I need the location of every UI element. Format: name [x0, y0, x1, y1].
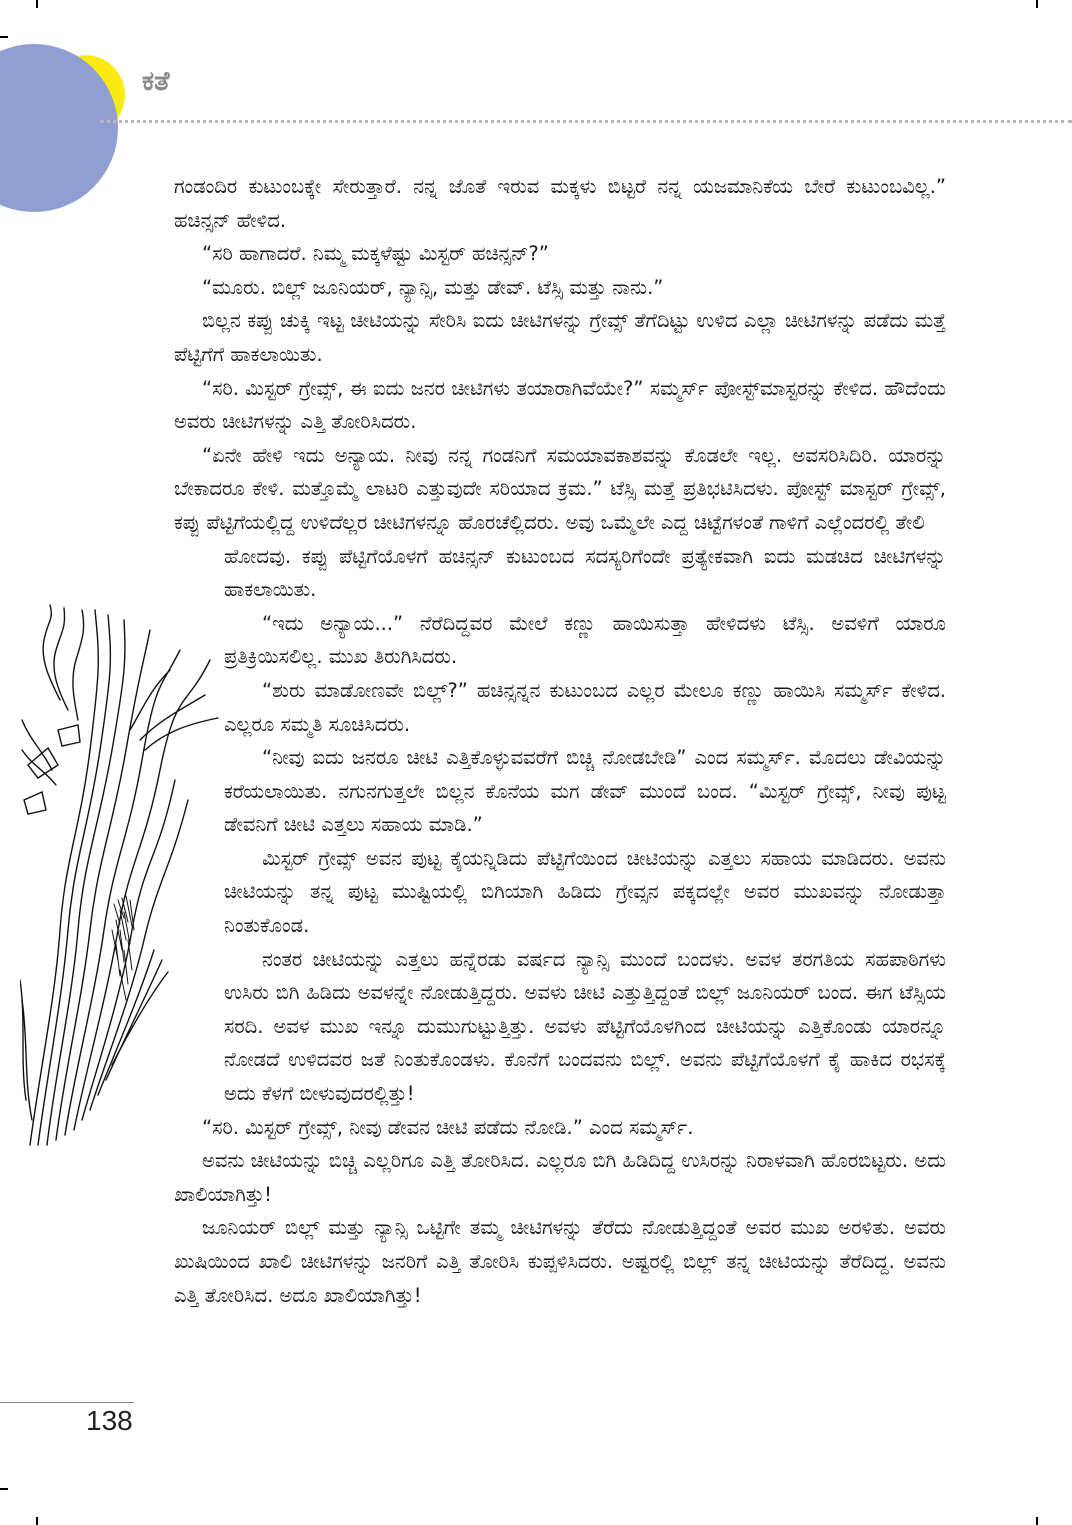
story-text: [0, 170, 1072, 1312]
paragraph: “ಏನೇ ಹೇಳಿ ಇದು ಅನ್ಯಾಯ. ನೀವು ನನ್ನ ಗಂಡನಿಗೆ ಸಮಯಾವಕಾಶವನ್ನು ಕೊಡಲೇ ಇಲ್ಲ. ಅವಸರಿಸಿದಿರಿ. ಯಾರನ್ನು ಬೇಕಾದರೂ ಕೇಳಿ. ಮತ್ತೊಮ್ಮೆ ಲಾಟರಿ ಎತ್ತುವುದೇ ಸರಿಯಾದ ಕ್ರಮ.” ಟೆಸ್ಸಿ ಮತ್ತೆ ಪ್ರತಿಭಟಿಸಿದಳು. ಪೋಸ್ಟ್ ಮಾಸ್ಟರ್ ಗ್ರೇವ್ಸ್, ಕಪ್ಪು ಪೆಟ್ಟಿಗೆಯಲ್ಲಿದ್ದ ಉಳಿದೆಲ್ಲರ ಚೀಟಿಗಳನ್ನೂ ಹೊರಚೆಲ್ಲಿದರು. ಅವು ಒಮ್ಮೆಲೇ ಎದ್ದ ಚಿಟ್ಟೆಗಳಂತೆ ಗಾಳಿಗೆ ಎಲ್ಲೆಂದರಲ್ಲಿ ತೇಲಿ: [174, 443, 946, 534]
page-number-rule: [0, 1402, 134, 1403]
crop-mark: [36, 0, 38, 8]
paragraph: “ಸರಿ. ಮಿಸ್ಟರ್ ಗ್ರೇವ್ಸ್, ನೀವು ಡೇವನ ಚೀಟಿ ಪಡೆದು ನೋಡಿ.” ಎಂದ ಸಮ್ಮರ್ಸ್.: [202, 1115, 694, 1139]
paragraph: ಹೋದವು. ಕಪ್ಪು ಪೆಟ್ಟಿಗೆಯೊಳಗೆ ಹಚಿನ್ಸನ್ ಕುಟುಂಬದ ಸದಸ್ಯರಿಗೆಂದೇ ಪ್ರತ್ಯೇಕವಾಗಿ ಐದು ಮಡಚಿದ ಚೀಟಿಗಳನ್ನು ಹಾಕಲಾಯಿತು.: [224, 544, 946, 602]
crop-mark: [1036, 1517, 1038, 1525]
page-number: 138: [86, 1405, 133, 1436]
paragraph: ಬಿಲ್ಲನ ಕಪ್ಪು ಚುಕ್ಕಿ ಇಟ್ಟ ಚೀಟಿಯನ್ನು ಸೇರಿಸಿ ಐದು ಚೀಟಿಗಳನ್ನು ಗ್ರೇವ್ಸ್ ತೆಗೆದಿಟ್ಟು ಉಳಿದ ಎಲ್ಲಾ ಚೀಟಿಗಳನ್ನು ಪಡೆದು ಮತ್ತೆ ಪೆಟ್ಟಿಗೆಗೆ ಹಾಕಲಾಯಿತು.: [174, 309, 946, 366]
paragraph: “ಸರಿ ಹಾಗಾದರೆ. ನಿಮ್ಮ ಮಕ್ಕಳೆಷ್ಟು ಮಿಸ್ಟರ್ ಹಚಿನ್ಸನ್?”: [202, 242, 549, 266]
paragraph: “ಮೂರು. ಬಿಲ್ಲ್ ಜೂನಿಯರ್, ನ್ಯಾನ್ಸಿ, ಮತ್ತು ಡೇವ್. ಟೆಸ್ಸಿ ಮತ್ತು ನಾನು.”: [202, 275, 664, 299]
paragraph: ಗಂಡಂದಿರ ಕುಟುಂಬಕ್ಕೇ ಸೇರುತ್ತಾರೆ. ನನ್ನ ಜೊತೆ ಇರುವ ಮಕ್ಕಳು ಬಿಟ್ಟರೆ ನನ್ನ ಯಜಮಾನಿಕೆಯ ಬೇರೆ ಕುಟುಂಬವಿಲ್ಲ.” ಹಚಿನ್ಸನ್ ಹೇಳಿದ.: [174, 175, 946, 232]
crop-mark: [0, 36, 8, 38]
crop-mark: [1036, 0, 1038, 8]
chapter-label: ಕತೆ: [142, 66, 170, 97]
header-dotted-rule: [100, 120, 1072, 123]
paragraph: “ಶುರು ಮಾಡೋಣವೇ ಬಿಲ್ಲ್?” ಹಚಿನ್ಸನ್ನನ ಕುಟುಂಬದ ಎಲ್ಲರ ಮೇಲೂ ಕಣ್ಣು ಹಾಯಿಸಿ ಸಮ್ಮರ್ಸ್ ಕೇಳಿದ. ಎಲ್ಲರೂ ಸಮ್ಮತಿ ಸೂಚಿಸಿದರು.: [224, 678, 946, 736]
crop-mark: [0, 1488, 8, 1490]
paragraph: ಮಿಸ್ಟರ್ ಗ್ರೇವ್ಸ್ ಅವನ ಪುಟ್ಟ ಕೈಯನ್ನಿಡಿದು ಪೆಟ್ಟಿಗೆಯಿಂದ ಚೀಟಿಯನ್ನು ಎತ್ತಲು ಸಹಾಯ ಮಾಡಿದರು. ಅವನು ಚೀಟಿಯನ್ನು ತನ್ನ ಪುಟ್ಟ ಮುಷ್ಟಿಯಲ್ಲಿ ಬಿಗಿಯಾಗಿ ಹಿಡಿದು ಗ್ರೇವ್ಸನ ಪಕ್ಕದಲ್ಲೇ ಅವರ ಮುಖವನ್ನು ನೋಡುತ್ತಾ ನಿಂತುಕೊಂಡ.: [224, 846, 946, 938]
paragraph: ಅವನು ಚೀಟಿಯನ್ನು ಬಿಚ್ಚಿ ಎಲ್ಲರಿಗೂ ಎತ್ತಿ ತೋರಿಸಿದ. ಎಲ್ಲರೂ ಬಿಗಿ ಹಿಡಿದಿದ್ದ ಉಸಿರನ್ನು ನಿರಾಳವಾಗಿ ಹೊರಬಿಟ್ಟರು. ಅದು ಖಾಲಿಯಾಗಿತ್ತು!: [174, 1149, 946, 1206]
paragraph: ನಂತರ ಚೀಟಿಯನ್ನು ಎತ್ತಲು ಹನ್ನೆರಡು ವರ್ಷದ ನ್ಯಾನ್ಸಿ ಮುಂದೆ ಬಂದಳು. ಅವಳ ತರಗತಿಯ ಸಹಪಾಠಿಗಳು ಉಸಿರು ಬಿಗಿ ಹಿಡಿದು ಅವಳನ್ನೇ ನೋಡುತ್ತಿದ್ದರು. ಅವಳು ಚೀಟಿ ಎತ್ತುತ್ತಿದ್ದಂತೆ ಬಿಲ್ಲ್ ಜೂನಿಯರ್ ಬಂದ. ಈಗ ಟೆಸ್ಸಿಯ ಸರದಿ. ಅವಳ ಮುಖ ಇನ್ನೂ ದುಮುಗುಟ್ಟುತ್ತಿತ್ತು. ಅವಳು ಪೆಟ್ಟಿಗೆಯೊಳಗಿಂದ ಚೀಟಿಯನ್ನು ಎತ್ತಿಕೊಂಡು ಯಾರನ್ನೂ ನೋಡದೆ ಉಳಿದವರ ಜತೆ ನಿಂತುಕೊಂಡಳು. ಕೊನೆಗೆ ಬಂದವನು ಬಿಲ್ಲ್. ಅವನು ಪೆಟ್ಟಿಗೆಯೊಳಗೆ ಕೈ ಹಾಕಿದ ರಭಸಕ್ಕೆ ಅದು ಕೆಳಗೆ ಬೀಳುವುದರಲ್ಲಿತ್ತು!: [224, 947, 946, 1106]
paragraph: “ಸರಿ. ಮಿಸ್ಟರ್ ಗ್ರೇವ್ಸ್, ಈ ಐದು ಜನರ ಚೀಟಿಗಳು ತಯಾರಾಗಿವೆಯೇ?” ಸಮ್ಮರ್ಸ್ ಪೋಸ್ಟ್‌ಮಾಸ್ಟರನ್ನು ಕೇಳಿದ. ಹೌದೆಂದು ಅವರು ಚೀಟಿಗಳನ್ನು ಎತ್ತಿ ತೋರಿಸಿದರು.: [174, 376, 946, 434]
paragraph: “ನೀವು ಐದು ಜನರೂ ಚೀಟಿ ಎತ್ತಿಕೊಳ್ಳುವವರೆಗೆ ಬಿಚ್ಚಿ ನೋಡಬೇಡಿ” ಎಂದ ಸಮ್ಮರ್ಸ್. ಮೊದಲು ಡೇವಿಯನ್ನು ಕರೆಯಲಾಯಿತು. ನಗುನಗುತ್ತಲೇ ಬಿಲ್ಲನ ಕೊನೆಯ ಮಗ ಡೇವ್ ಮುಂದೆ ಬಂದ. “ಮಿಸ್ಟರ್ ಗ್ರೇವ್ಸ್, ನೀವು ಪುಟ್ಟ ಡೇವನಿಗೆ ಚೀಟಿ ಎತ್ತಲು ಸಹಾಯ ಮಾಡಿ.”: [224, 746, 946, 837]
crop-mark: [36, 1517, 38, 1525]
paragraph: ಜೂನಿಯರ್ ಬಿಲ್ಲ್ ಮತ್ತು ನ್ಯಾನ್ಸಿ ಒಟ್ಟಿಗೇ ತಮ್ಮ ಚೀಟಿಗಳನ್ನು ತೆರೆದು ನೋಡುತ್ತಿದ್ದಂತೆ ಅವರ ಮುಖ ಅರಳಿತು. ಅವರು ಖುಷಿಯಿಂದ ಖಾಲಿ ಚೀಟಿಗಳನ್ನು ಜನರಿಗೆ ಎತ್ತಿ ತೋರಿಸಿ ಕುಪ್ಪಳಿಸಿದರು. ಅಷ್ಟರಲ್ಲಿ ಬಿಲ್ಲ್ ತನ್ನ ಚೀಟಿಯನ್ನು ತೆರೆದಿದ್ದ. ಅವನು ಎತ್ತಿ ತೋರಿಸಿದ. ಅದೂ ಖಾಲಿಯಾಗಿತ್ತು!: [174, 1216, 946, 1307]
paragraph: “ಇದು ಅನ್ಯಾಯ...” ನೆರೆದಿದ್ದವರ ಮೇಲೆ ಕಣ್ಣು ಹಾಯಿಸುತ್ತಾ ಹೇಳಿದಳು ಟೆಸ್ಸಿ. ಅವಳಿಗೆ ಯಾರೂ ಪ್ರತಿಕ್ರಿಯಿಸಲಿಲ್ಲ. ಮುಖ ತಿರುಗಿಸಿದರು.: [224, 611, 946, 669]
